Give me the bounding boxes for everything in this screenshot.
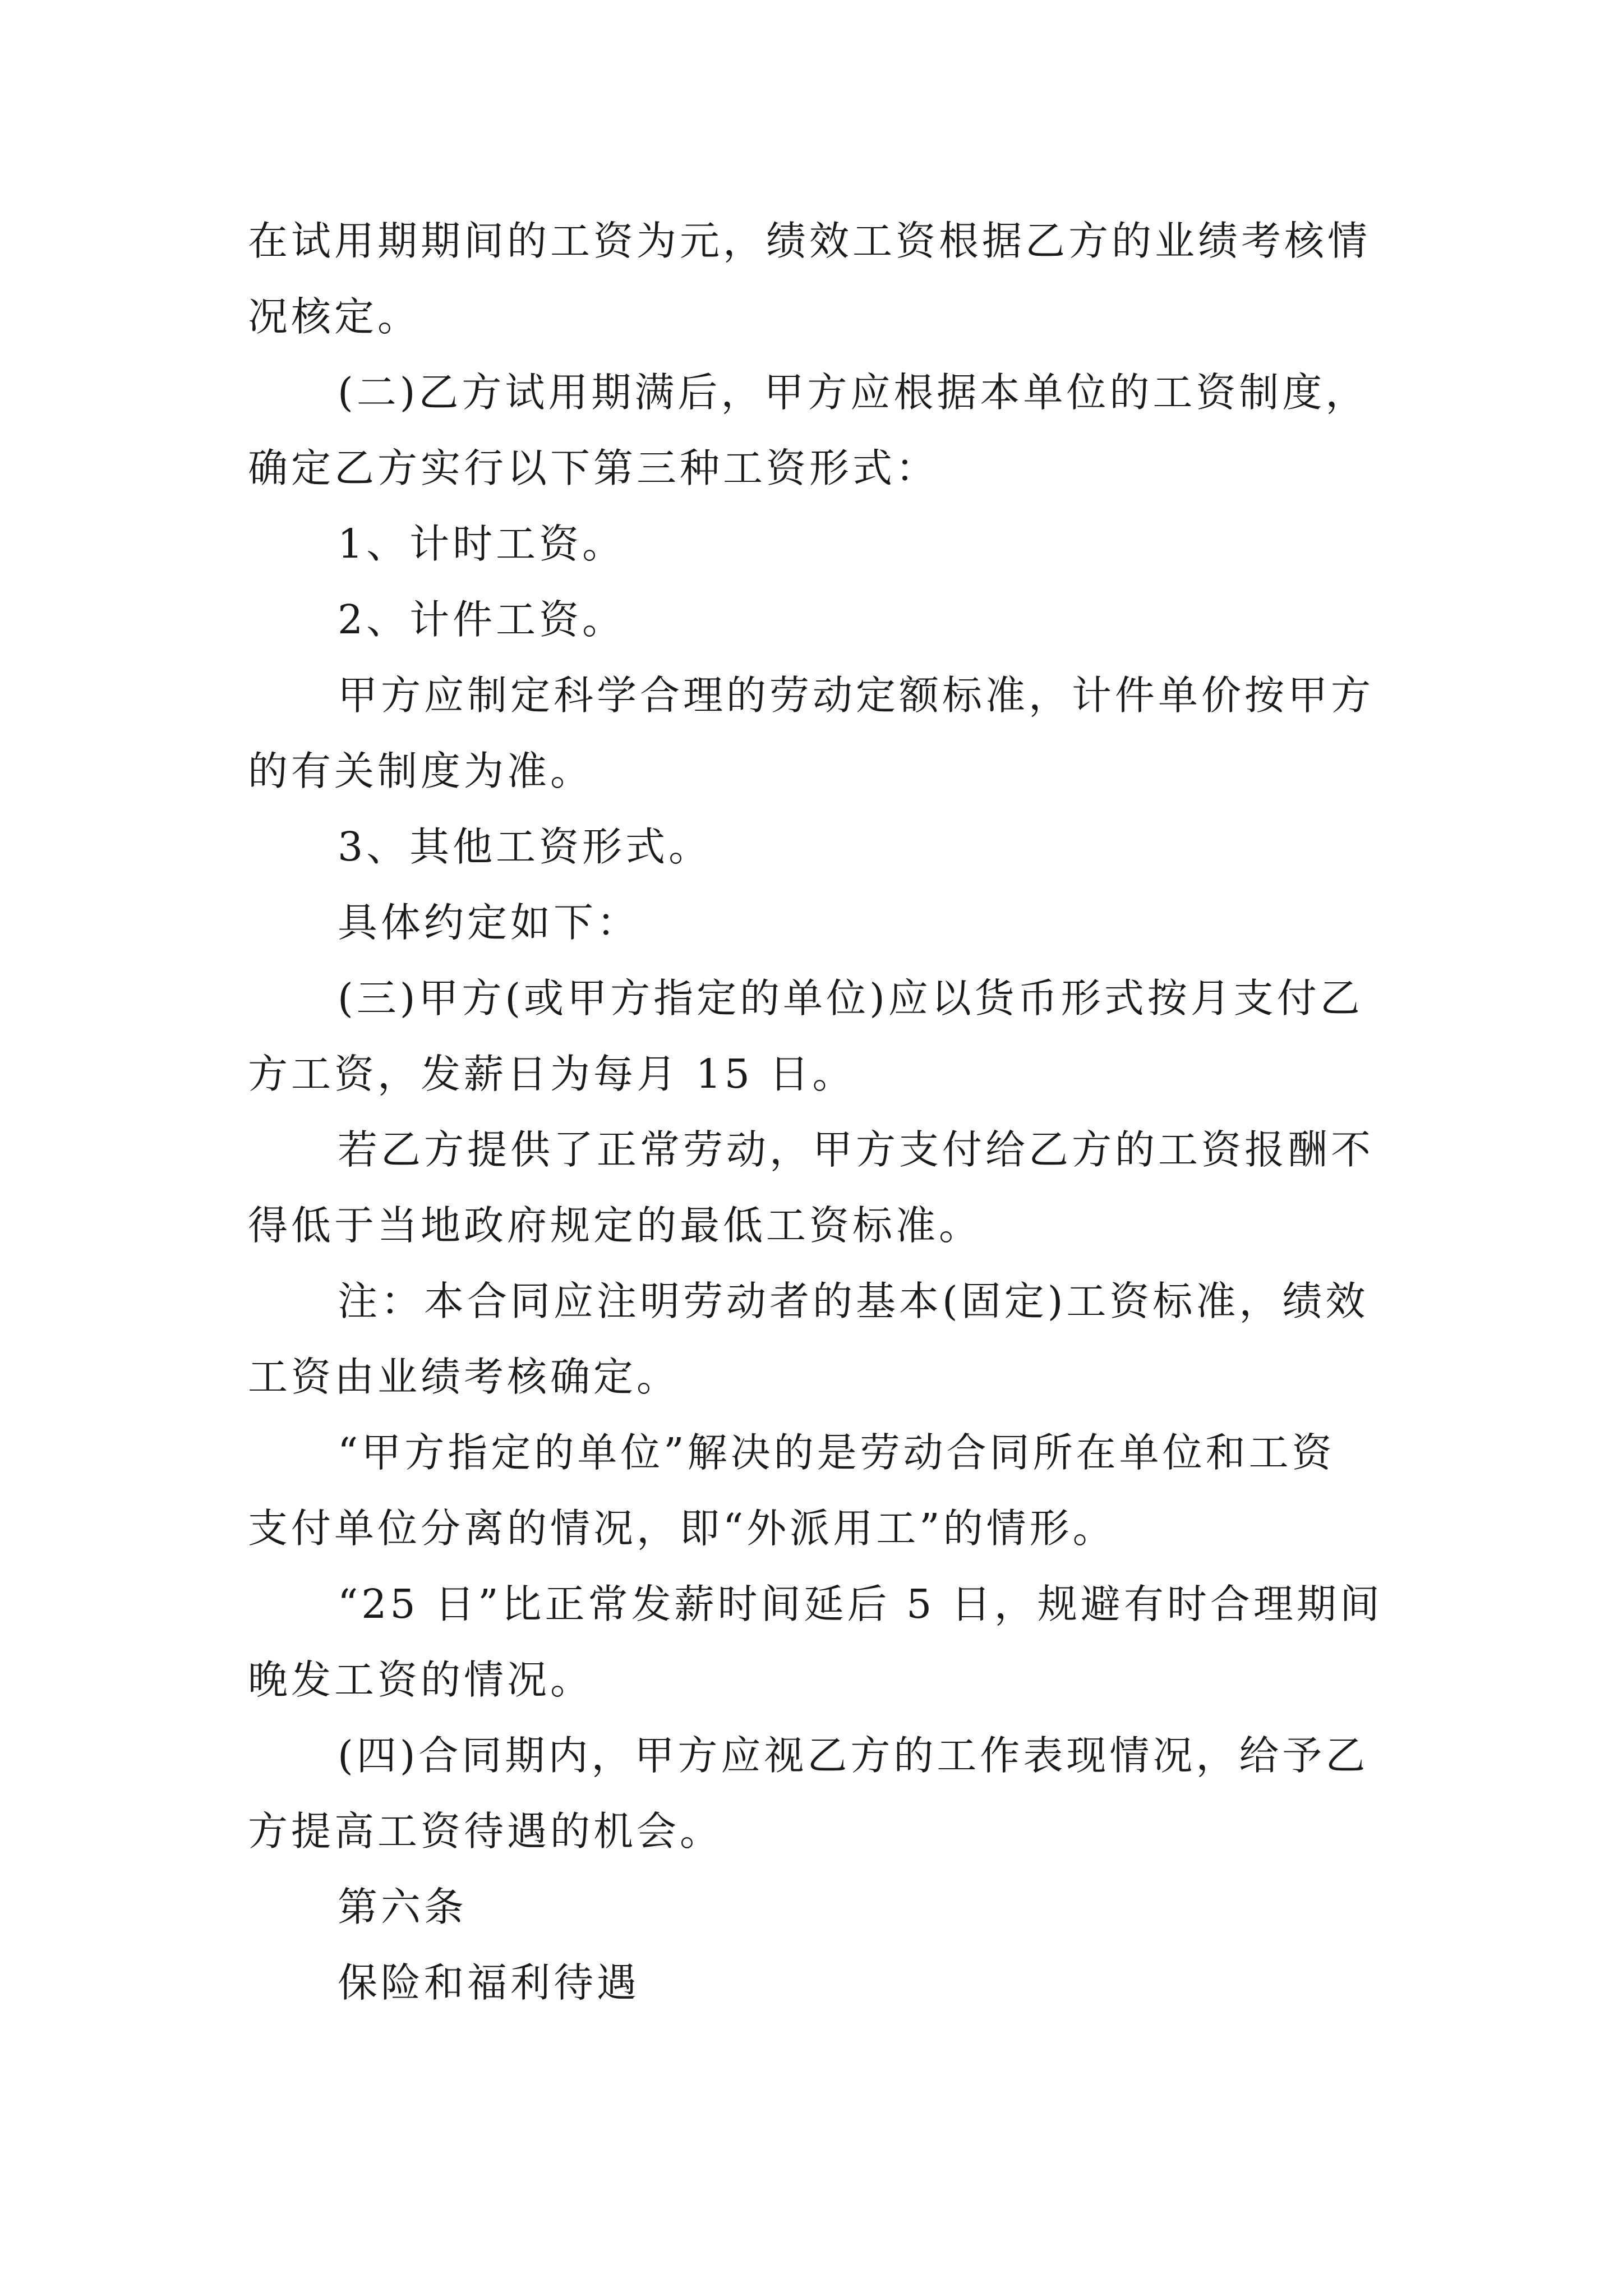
text-line: 得低于当地政府规定的最低工资标准。 — [248, 1202, 983, 1249]
section-heading: 第六条 — [338, 1884, 468, 1930]
text-line: “甲方指定的单位”解决的是劳动合同所在单位和工资 — [338, 1429, 1335, 1476]
text-line: 晚发工资的情况。 — [248, 1657, 594, 1703]
text-line: 确定乙方实行以下第三种工资形式： — [248, 445, 939, 491]
text-line: 注：本合同应注明劳动者的基本(固定)工资标准，绩效 — [338, 1278, 1369, 1324]
text-line: “25 日”比正常发薪时间延后 5 日，规避有时合理期间 — [338, 1581, 1383, 1627]
section-title: 保险和福利待遇 — [338, 1959, 640, 2006]
text-line: 2、计件工资。 — [338, 596, 626, 643]
text-line: 具体约定如下： — [338, 899, 640, 946]
text-line: 的有关制度为准。 — [248, 748, 594, 794]
text-line: 3、其他工资形式。 — [338, 823, 712, 870]
text-line: 方工资，发薪日为每月 15 日。 — [248, 1051, 856, 1097]
text-line: 方提高工资待遇的机会。 — [248, 1808, 723, 1855]
text-line: 若乙方提供了正常劳动，甲方支付给乙方的工资报酬不 — [338, 1126, 1375, 1173]
text-line: (二)乙方试用期满后，甲方应根据本单位的工资制度， — [338, 369, 1369, 416]
text-line: 况核定。 — [248, 293, 421, 340]
text-line: 甲方应制定科学合理的劳动定额标准，计件单价按甲方 — [338, 672, 1375, 719]
text-line: 支付单位分离的情况，即“外派用工”的情形。 — [248, 1505, 1116, 1552]
text-line: 工资由业绩考核确定。 — [248, 1354, 680, 1400]
text-line: 在试用期期间的工资为元，绩效工资根据乙方的业绩考核情 — [248, 218, 1371, 264]
text-line: 1、计时工资。 — [338, 521, 626, 567]
text-line: (四)合同期内，甲方应视乙方的工作表现情况，给予乙 — [338, 1732, 1369, 1779]
text-line: (三)甲方(或甲方指定的单位)应以货币形式按月支付乙 — [338, 975, 1363, 1022]
